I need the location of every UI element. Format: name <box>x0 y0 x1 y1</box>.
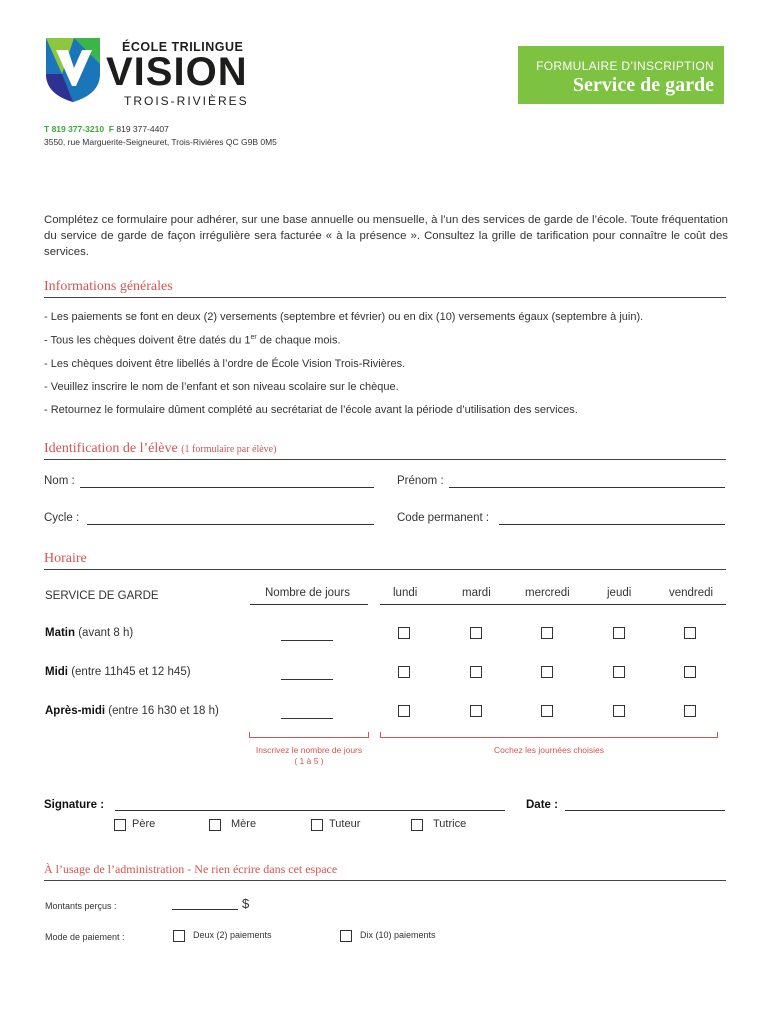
section-divider <box>44 459 726 460</box>
tuteur-checkbox[interactable] <box>311 819 323 831</box>
apres-midi-days-field[interactable] <box>281 718 333 719</box>
header-underline <box>380 604 726 605</box>
section-divider <box>44 297 726 298</box>
pere-checkbox[interactable] <box>114 819 126 831</box>
tutrice-checkbox[interactable] <box>411 819 423 831</box>
school-tagline: ÉCOLE TRILINGUE <box>122 40 244 54</box>
weekday-header-mercredi: mercredi <box>525 587 570 599</box>
apres-midi-jeudi-checkbox[interactable] <box>613 705 625 717</box>
days-bracket <box>249 732 369 738</box>
pere-label: Père <box>132 818 156 830</box>
nom-label: Nom : <box>44 475 75 487</box>
amount-field[interactable] <box>172 909 238 910</box>
weekday-header-jeudi: jeudi <box>607 587 632 599</box>
apres-midi-mercredi-checkbox[interactable] <box>541 705 553 717</box>
matin-lundi-checkbox[interactable] <box>398 627 410 639</box>
midi-days-field[interactable] <box>281 679 333 680</box>
intro-paragraph: Complétez ce formulaire pour adhérer, sur une base annuelle ou mensuelle, à l’un des services de garde de l’école. Toute fréquentation du service de garde de façon irrégulière sera facturée « à la présence ». Consultez la grille de tarification pour connaître le coût des services. <box>44 214 728 258</box>
payment-mode-label: Mode de paiement : <box>45 932 125 942</box>
form-title: FORMULAIRE D’INSCRIPTION <box>536 59 714 73</box>
ten-payments-label: Dix (10) paiements <box>360 930 436 940</box>
signature-label: Signature : <box>44 799 105 811</box>
apres-midi-lundi-checkbox[interactable] <box>398 705 410 717</box>
apres-midi-mardi-checkbox[interactable] <box>470 705 482 717</box>
form-title-badge <box>518 46 724 104</box>
apres-midi-vendredi-checkbox[interactable] <box>684 705 696 717</box>
form-subtitle: Service de garde <box>572 74 714 96</box>
matin-days-field[interactable] <box>281 640 333 641</box>
phone-label: T <box>44 124 50 134</box>
tuteur-label: Tuteur <box>329 818 361 830</box>
amount-label: Montants perçus : <box>45 901 117 911</box>
prenom-label: Prénom : <box>397 475 444 487</box>
weekdays-note: Cochez les journées choisies <box>493 745 605 755</box>
signature-field[interactable] <box>115 810 505 811</box>
section-divider <box>44 569 726 570</box>
school-city: TROIS-RIVIÈRES <box>124 94 249 108</box>
two-payments-label: Deux (2) paiements <box>193 930 272 940</box>
two-payments-checkbox[interactable] <box>173 930 185 942</box>
matin-mercredi-checkbox[interactable] <box>541 627 553 639</box>
code-permanent-field[interactable] <box>499 524 725 525</box>
midi-mardi-checkbox[interactable] <box>470 666 482 678</box>
school-logo-shield <box>44 34 102 104</box>
phone-number: 819 377-3210 <box>51 124 105 134</box>
schedule-row-matin: Matin (avant 8 h) <box>45 627 134 639</box>
section-general-title: Informations générales <box>44 279 173 294</box>
service-header: SERVICE DE GARDE <box>45 590 159 602</box>
prenom-field[interactable] <box>449 487 725 488</box>
info-item: - Retournez le formulaire dûment complété au secrétariat de l’école avant la période d’utilisation des services. <box>44 404 578 416</box>
ten-payments-checkbox[interactable] <box>340 930 352 942</box>
tutrice-label: Tutrice <box>433 818 467 830</box>
weekday-header-lundi: lundi <box>393 587 418 599</box>
matin-jeudi-checkbox[interactable] <box>613 627 625 639</box>
address: 3550, rue Marguerite-Seigneuret, Trois-Rivières QC G9B 0M5 <box>44 137 277 147</box>
fax-label: F <box>108 124 114 134</box>
section-schedule-title: Horaire <box>44 551 87 566</box>
info-item: - Les chèques doivent être libellés à l’ordre de École Vision Trois-Rivières. <box>44 358 406 370</box>
weekdays-bracket <box>380 732 718 738</box>
midi-jeudi-checkbox[interactable] <box>613 666 625 678</box>
date-field[interactable] <box>565 810 725 811</box>
info-item: - Tous les chèques doivent être datés du 1er de chaque mois. <box>44 334 341 347</box>
school-name: VISION <box>106 50 248 94</box>
days-note: Inscrivez le nombre de jours ( 1 à 5 ) <box>255 745 363 766</box>
weekday-header-mardi: mardi <box>462 587 491 599</box>
midi-vendredi-checkbox[interactable] <box>684 666 696 678</box>
days-count-header: Nombre de jours <box>265 587 351 599</box>
code-permanent-label: Code permanent : <box>397 512 490 524</box>
midi-mercredi-checkbox[interactable] <box>541 666 553 678</box>
info-item: - Les paiements se font en deux (2) versements (septembre et février) ou en dix (10) versements égaux (septembre à juin). <box>44 311 644 323</box>
schedule-row-apres-midi: Après-midi (entre 16 h30 et 18 h) <box>45 705 219 717</box>
contact-info <box>44 123 277 149</box>
date-label: Date : <box>526 799 558 811</box>
midi-lundi-checkbox[interactable] <box>398 666 410 678</box>
currency-symbol: $ <box>242 896 250 911</box>
nom-field[interactable] <box>80 487 374 488</box>
matin-vendredi-checkbox[interactable] <box>684 627 696 639</box>
weekday-header-vendredi: vendredi <box>669 587 714 599</box>
info-item: - Veuillez inscrire le nom de l’enfant et son niveau scolaire sur le chèque. <box>44 381 399 393</box>
fax-number: 819 377-4407 <box>116 124 169 134</box>
schedule-row-midi: Midi (entre 11h45 et 12 h45) <box>45 666 191 678</box>
mere-label: Mère <box>231 818 257 830</box>
matin-mardi-checkbox[interactable] <box>470 627 482 639</box>
section-admin-title: À l’usage de l’administration - Ne rien écrire dans cet espace <box>44 862 338 876</box>
section-divider <box>44 880 726 881</box>
mere-checkbox[interactable] <box>209 819 221 831</box>
header-underline <box>250 604 368 605</box>
cycle-field[interactable] <box>87 524 374 525</box>
section-student-title: Identification de l’élève (1 formulaire par élève) <box>44 441 277 456</box>
cycle-label: Cycle : <box>44 512 80 524</box>
